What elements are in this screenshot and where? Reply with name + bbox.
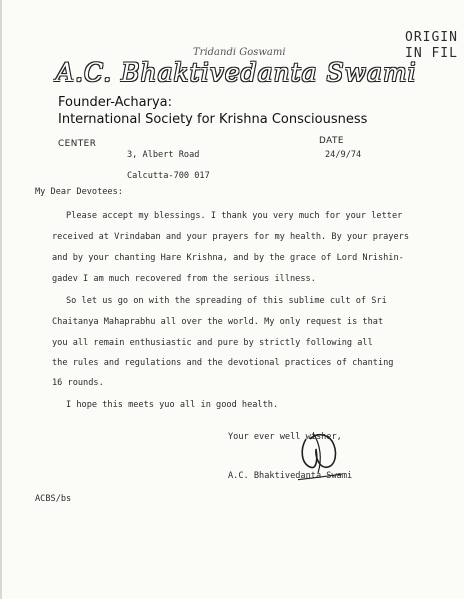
- tridandi-goswami-heading: Tridandi Goswami: [193, 47, 286, 58]
- body-line-3: and by your chanting Hare Krishna, and by the grace of Lord Nrishin-: [52, 253, 404, 263]
- handwritten-signature: [298, 423, 342, 481]
- body-line-4: gadev I am much recovered from the serious illness.: [52, 274, 316, 284]
- scan-edge: [0, 0, 2, 599]
- address-line-2: Calcutta-700 017: [127, 171, 210, 181]
- body-line-2: received at Vrindaban and your prayers for my health. By your prayers: [52, 232, 409, 242]
- body-line-9: 16 rounds.: [52, 378, 104, 388]
- body-line-6: Chaitanya Mahaprabhu all over the world. My only request is that: [52, 317, 384, 327]
- iskcon-name: International Society for Krishna Consciousness: [58, 112, 368, 127]
- date-label: DATE: [319, 136, 344, 146]
- reference-initials: ACBS/bs: [35, 494, 72, 504]
- founder-acharya: Founder-Acharya:: [58, 95, 173, 110]
- body-line-7: you all remain enthusiastic and pure by strictly following all: [52, 338, 373, 348]
- body-line-8: the rules and regulations and the devotional practices of chanting: [52, 358, 394, 368]
- salutation: My Dear Devotees:: [35, 187, 123, 197]
- body-line-1: Please accept my blessings. I thank you very much for your letter: [66, 211, 403, 221]
- body-line-5: So let us go on with the spreading of this sublime cult of Sri: [66, 296, 387, 306]
- signature-name: A.C. Bhaktivedanta Swami: [228, 471, 353, 481]
- body-line-10: I hope this meets yuo all in good health.: [66, 400, 279, 410]
- letterhead-name: A.C. Bhaktivedanta Swami: [56, 58, 417, 87]
- address-line-1: 3, Albert Road: [127, 150, 200, 160]
- center-label: CENTER: [58, 139, 97, 149]
- closing: Your ever well wisher,: [228, 432, 342, 442]
- original-stamp: ORIGIN IN FIL: [405, 30, 458, 61]
- date-value: 24/9/74: [325, 150, 362, 160]
